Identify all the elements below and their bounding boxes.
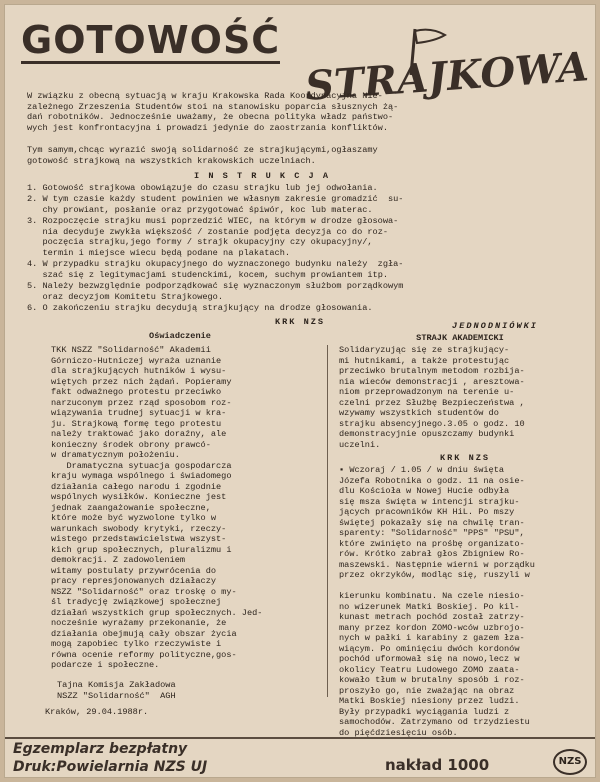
right-column-body-1: Solidaryzując się ze strajkujący- mi hutnikami, a także protestując przeciwko brutalnym metodom rozbija- nia wieców demonstracji , aresztowa- niom przeprowadzonym na terenie u- czelni przez Służbę Bezpieczeństwa , wzywamy wszystkich studentów do strajku absencyjnego.3.05 o godz. 10 demonstracyjnie opuszczamy budynki uczelni. bbox=[339, 345, 525, 450]
nzs-logo-icon: NZS bbox=[553, 749, 587, 775]
newspaper-page bbox=[4, 4, 596, 778]
footer-circulation: nakład 1000 bbox=[385, 756, 490, 774]
title-strajkowa: STRAJKOWA bbox=[303, 43, 591, 110]
left-signature-1: Tajna Komisja Zakładowa bbox=[57, 680, 176, 690]
column-divider bbox=[327, 345, 328, 697]
left-column-heading: Oświadczenie bbox=[149, 331, 211, 341]
instruction-item-1: 1. Gotowość strajkowa obowiązuje do czasu strajku lub jej odwołania. bbox=[27, 183, 378, 193]
footer-free-copy: Egzemplarz bezpłatny bbox=[13, 741, 188, 757]
left-column-body: TKK NSZZ "Solidarność" Akademii Górniczo-Hutniczej wyraża uznanie dla strajkujących hutników i wysu- więtych przez nich żądań. Popieramy fakt odważnego protestu przeciwko narzuconym przez rząd sposobom roz- wiązywania trudnej sytuacji w kra- ju. Strajkową formę tego protestu należy traktować jako doraźny, ale konieczny środek obrony prawcó- w dramatycznym położeniu. Dramatyczna sytuacja gospodarcza kraju wymaga wspólnego i świadomego działania całego narodu i zgodnie wspólnych wysiłków. Konieczne jest jednak zaangażowanie społeczne, które może być wyzwolone tylko w warunkach swobody krytyki, rzeczy- wistego przedstawicielstwa wszyst- kich grup społecznych, pluralizmu i demokracji. Z zadowoleniem witamy postulaty przywrócenia do pracy represjonowanych działaczy NSZZ "Solidarność" oraz troskę o my- śl tradycję związkowej społecznej działań wszystkich grup społecznych. Jed- nocześnie wyrażamy przekonanie, że działania obejmują cały obszar życia mogą zapobiec tylko rzeczywiste i równa ocenie reformy polityczne,gos- podarcze i społeczne. bbox=[51, 345, 263, 670]
footer bbox=[5, 737, 595, 778]
instruction-heading: I N S T R U K C J A bbox=[194, 171, 330, 181]
right-column-body-2: ▪ Wczoraj / 1.05 / w dniu święta Józefa Robotnika o godz. 11 na osie- dlu Kościoła w Nowej Hucie odbyła się msza święta w intencji strajku- jących pracowników KH HiL. Po mszy świętej pokazały się na chwilę tran- sparenty: "Solidarność" "PPS" "PSU", które zwinięto na prośbę organizato- rów. Krótko zabrał głos Zbigniew Ro- maszewski. Następnie wierni w porządku przez okrzyków, modląc się, ruszyli w kierunku kombinatu. Na czele niesio- no wizerunek Matki Boskiej. Po kil- kunast metrach pochód został zatrzy- many przez kordon ZOMO-wców uzbrojo- nych w pałki i karabiny z gazem łza- wiącym. Po ominięciu dwóch kordonów pochód uformował się na nowo,lecz w okolicy Teatru Ludowego ZOMO zaata- kowało tłum w brutalny sposób i roz- proszyło go, nie zważając na obraz Matki Boskiej niesiony przez ludzi. Były przypadki wyciągania ludzi z samochodów. Zatrzymano od trzydziestu do pięćdziesięciu osób. bbox=[339, 465, 535, 738]
right-column-label: JEDNODNIÓWKI bbox=[452, 321, 538, 331]
right-signature: KRK NZS bbox=[439, 453, 491, 463]
instruction-item-5: 5. Należy bezwzględnie podporządkować się wyznaczonym służbom porządkowym oraz decyzjom Komitetu Strajkowego. bbox=[27, 281, 404, 302]
intro-paragraph: W związku z obecną sytuacją w kraju Krakowska Rada Koordynacyjna Nie- zależnego Zrzeszenia Studentów stoi na stanowisku poparcia słusznych żą- dań robotników. Jednocześnie uważamy, że obecna polityka władz państwo- wych jest konfrontacyjna i prowadzi jedynie do zaostrzania konfliktów. bbox=[27, 91, 399, 133]
footer-print-info: Druk:Powielarnia NZS UJ bbox=[13, 759, 208, 775]
right-column-heading: STRAJK AKADEMICKI bbox=[416, 333, 504, 343]
instruction-item-3: 3. Rozpoczęcie strajku musi poprzedzić WIEC, na którym w drodze głosowa- nia decyduje zwykła większość / zostanie podjęta decyzja co do roz- poczęcia strajku,jego formy / strajk okupacyjny czy okupacyjny/, termin i miejsce wiecu będą podane na plakatach. bbox=[27, 216, 399, 258]
left-signature-2: NSZZ "Solidarność" AGH bbox=[57, 691, 176, 701]
instruction-item-6: 6. O zakończeniu strajku decydują strajkujący na drodze głosowania. bbox=[27, 303, 373, 313]
title-gotowosc: GOTOWOŚĆ bbox=[21, 18, 281, 62]
declaration-paragraph: Tym samym,chcąc wyrazić swoją solidarność ze strajkującymi,ogłaszamy gotowość strajkową na wszystkich krakowskich uczelniach. bbox=[27, 145, 378, 166]
left-date: Kraków, 29.04.1988r. bbox=[45, 707, 149, 717]
instruction-item-2: 2. W tym czasie każdy student powinien we własnym zakresie gromadzić su- chy prowiant, posłanie oraz przygotować śpiwór, koc lub materac. bbox=[27, 194, 404, 215]
instruction-item-4: 4. W przypadku strajku okupacyjnego do wyznaczonego budynku należy zgła- szać się z legitymacjami studenckimi, kocem, suchym prowiantem itp. bbox=[27, 259, 404, 280]
signature-krk-nzs: KRK NZS bbox=[274, 317, 326, 327]
